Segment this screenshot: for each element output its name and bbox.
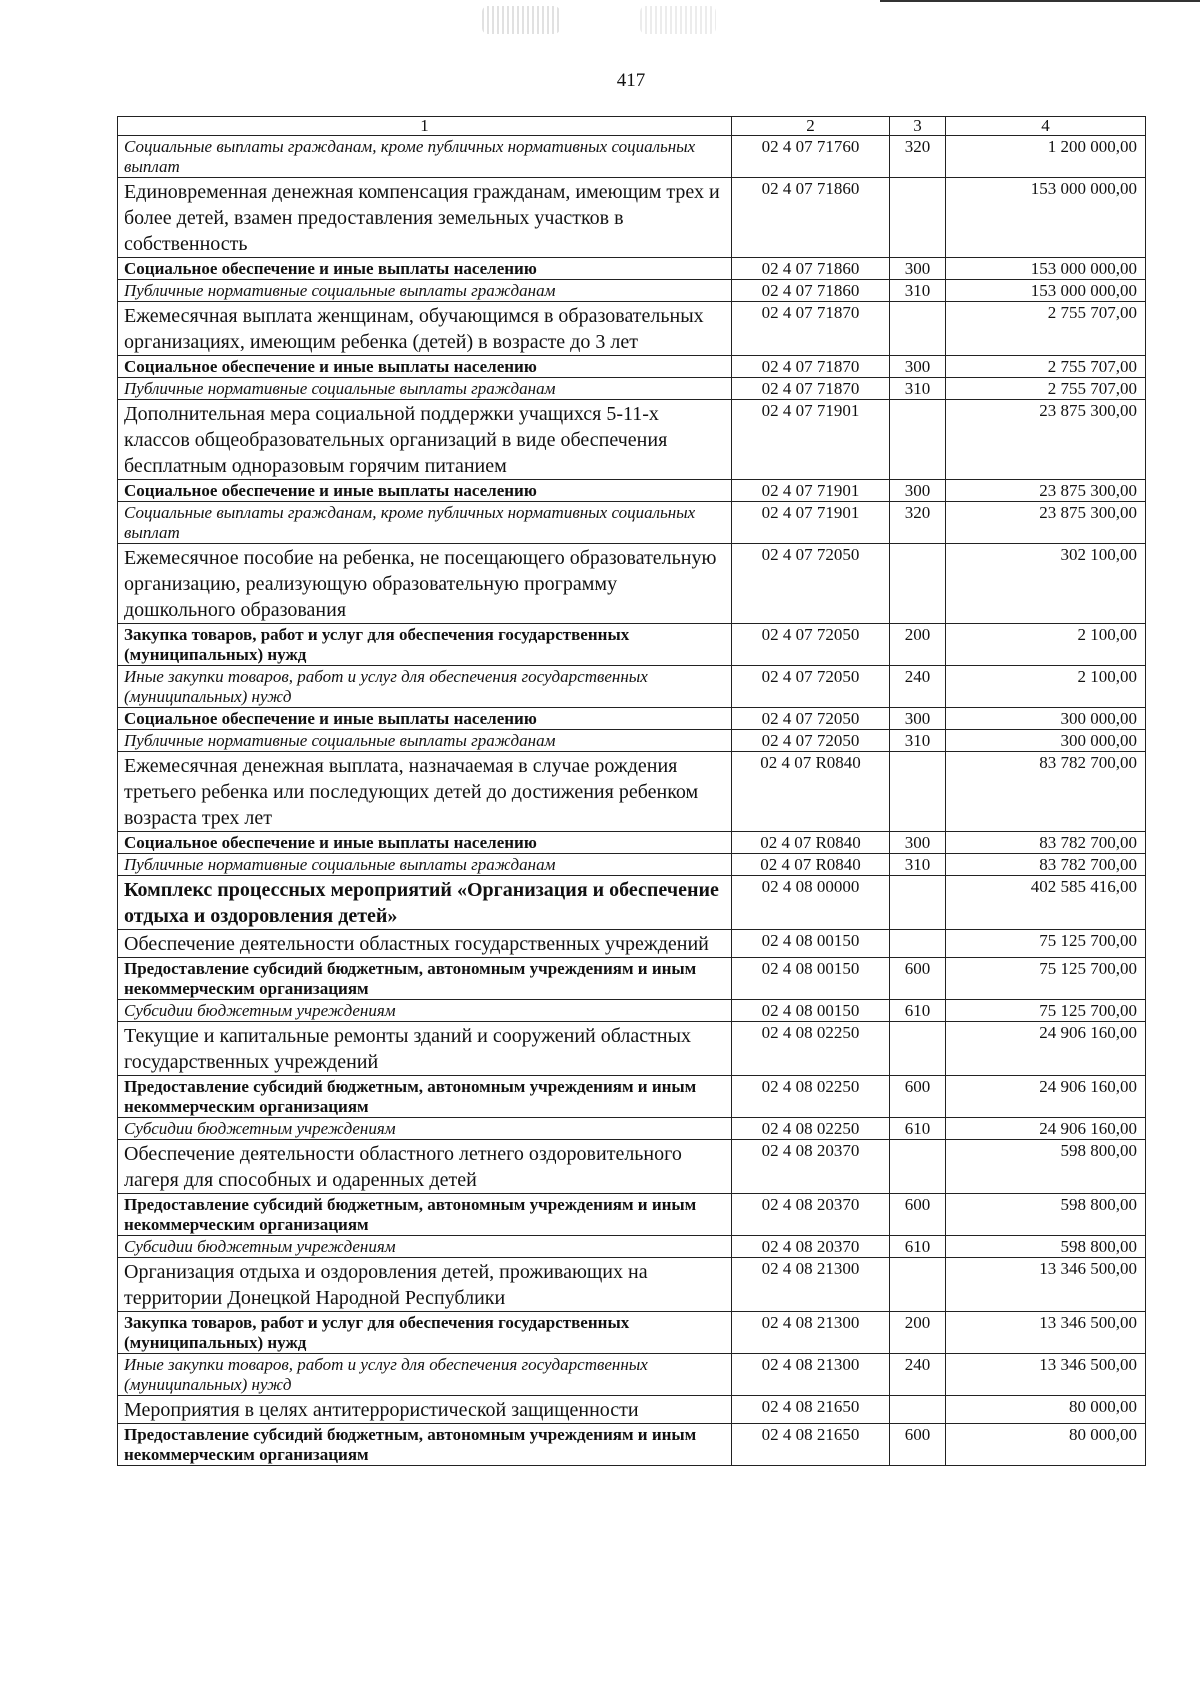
column-header: 1 — [118, 117, 732, 136]
row-code: 02 4 07 71870 — [732, 302, 890, 356]
row-name: Закупка товаров, работ и услуг для обеспечения государственных (муниципальных) нужд — [118, 624, 732, 666]
row-code: 02 4 08 00150 — [732, 930, 890, 958]
row-code: 02 4 07 71901 — [732, 480, 890, 502]
row-name: Субсидии бюджетным учреждениям — [118, 1236, 732, 1258]
table-row — [118, 854, 1146, 876]
scan-edge-line — [880, 0, 1200, 2]
row-amount: 2 100,00 — [946, 666, 1146, 708]
row-name: Иные закупки товаров, работ и услуг для обеспечения государственных (муниципальных) нужд — [118, 666, 732, 708]
row-expense-type — [890, 1140, 946, 1194]
table-row — [118, 136, 1146, 178]
table-row — [118, 378, 1146, 400]
row-expense-type: 300 — [890, 258, 946, 280]
row-amount: 80 000,00 — [946, 1396, 1146, 1424]
row-expense-type — [890, 1022, 946, 1076]
row-amount: 23 875 300,00 — [946, 480, 1146, 502]
table-row — [118, 1000, 1146, 1022]
row-expense-type: 610 — [890, 1000, 946, 1022]
row-name: Социальное обеспечение и иные выплаты населению — [118, 356, 732, 378]
row-amount: 75 125 700,00 — [946, 1000, 1146, 1022]
row-expense-type: 600 — [890, 958, 946, 1000]
row-code: 02 4 07 71901 — [732, 502, 890, 544]
row-expense-type: 610 — [890, 1236, 946, 1258]
table-row — [118, 752, 1146, 832]
table-row — [118, 958, 1146, 1000]
row-expense-type: 310 — [890, 378, 946, 400]
row-code: 02 4 07 R0840 — [732, 752, 890, 832]
table-row — [118, 708, 1146, 730]
row-amount: 80 000,00 — [946, 1424, 1146, 1466]
row-expense-type — [890, 178, 946, 258]
table-row — [118, 832, 1146, 854]
row-expense-type — [890, 930, 946, 958]
row-name: Ежемесячная денежная выплата, назначаемая в случае рождения третьего ребенка или последующих детей до достижения ребенком возраста трех лет — [118, 752, 732, 832]
row-name: Социальные выплаты гражданам, кроме публичных нормативных социальных выплат — [118, 136, 732, 178]
row-code: 02 4 07 71901 — [732, 400, 890, 480]
table-row — [118, 178, 1146, 258]
row-amount: 2 755 707,00 — [946, 356, 1146, 378]
row-expense-type: 600 — [890, 1076, 946, 1118]
row-amount: 598 800,00 — [946, 1236, 1146, 1258]
table-row — [118, 480, 1146, 502]
row-amount: 300 000,00 — [946, 730, 1146, 752]
table-row — [118, 1118, 1146, 1140]
table-row — [118, 930, 1146, 958]
row-expense-type — [890, 400, 946, 480]
row-code: 02 4 08 21300 — [732, 1354, 890, 1396]
row-name: Единовременная денежная компенсация гражданам, имеющим трех и более детей, взамен предоставления земельных участков в собственность — [118, 178, 732, 258]
row-name: Предоставление субсидий бюджетным, автономным учреждениям и иным некоммерческим организациям — [118, 1076, 732, 1118]
table-row — [118, 1354, 1146, 1396]
row-name: Комплекс процессных мероприятий «Организация и обеспечение отдыха и оздоровления детей» — [118, 876, 732, 930]
row-name: Социальное обеспечение и иные выплаты населению — [118, 480, 732, 502]
row-amount: 2 100,00 — [946, 624, 1146, 666]
row-code: 02 4 07 72050 — [732, 666, 890, 708]
row-name: Социальные выплаты гражданам, кроме публичных нормативных социальных выплат — [118, 502, 732, 544]
row-expense-type: 300 — [890, 480, 946, 502]
row-name: Закупка товаров, работ и услуг для обеспечения государственных (муниципальных) нужд — [118, 1312, 732, 1354]
table-row — [118, 356, 1146, 378]
table-row — [118, 1022, 1146, 1076]
row-expense-type: 200 — [890, 624, 946, 666]
row-expense-type: 240 — [890, 666, 946, 708]
row-expense-type — [890, 302, 946, 356]
row-amount: 75 125 700,00 — [946, 958, 1146, 1000]
table-row — [118, 1140, 1146, 1194]
page-number: 417 — [616, 70, 646, 91]
row-name: Публичные нормативные социальные выплаты гражданам — [118, 730, 732, 752]
row-amount: 1 200 000,00 — [946, 136, 1146, 178]
row-code: 02 4 07 72050 — [732, 730, 890, 752]
budget-table-body — [118, 117, 1146, 1466]
row-expense-type: 310 — [890, 854, 946, 876]
row-expense-type — [890, 1258, 946, 1312]
row-code: 02 4 07 R0840 — [732, 832, 890, 854]
column-header: 4 — [946, 117, 1146, 136]
row-code: 02 4 08 20370 — [732, 1140, 890, 1194]
row-amount: 83 782 700,00 — [946, 854, 1146, 876]
row-amount: 300 000,00 — [946, 708, 1146, 730]
row-name: Ежемесячное пособие на ребенка, не посещающего образовательную организацию, реализующую образовательную программу дошкольного образования — [118, 544, 732, 624]
row-name: Предоставление субсидий бюджетным, автономным учреждениям и иным некоммерческим организациям — [118, 958, 732, 1000]
row-name: Текущие и капитальные ремонты зданий и сооружений областных государственных учреждений — [118, 1022, 732, 1076]
row-expense-type: 320 — [890, 136, 946, 178]
row-code: 02 4 08 21300 — [732, 1258, 890, 1312]
row-expense-type: 300 — [890, 356, 946, 378]
row-code: 02 4 08 02250 — [732, 1022, 890, 1076]
table-row — [118, 876, 1146, 930]
row-expense-type: 300 — [890, 832, 946, 854]
row-amount: 83 782 700,00 — [946, 832, 1146, 854]
row-name: Обеспечение деятельности областных государственных учреждений — [118, 930, 732, 958]
row-amount: 24 906 160,00 — [946, 1076, 1146, 1118]
table-row — [118, 1424, 1146, 1466]
row-name: Социальное обеспечение и иные выплаты населению — [118, 832, 732, 854]
row-name: Социальное обеспечение и иные выплаты населению — [118, 258, 732, 280]
table-row — [118, 1076, 1146, 1118]
row-name: Мероприятия в целях антитеррористической защищенности — [118, 1396, 732, 1424]
row-expense-type: 600 — [890, 1424, 946, 1466]
row-code: 02 4 08 02250 — [732, 1076, 890, 1118]
row-name: Дополнительная мера социальной поддержки учащихся 5-11-х классов общеобразовательных организаций в виде обеспечения бесплатным одноразовым горячим питанием — [118, 400, 732, 480]
row-name: Публичные нормативные социальные выплаты гражданам — [118, 378, 732, 400]
row-expense-type — [890, 1396, 946, 1424]
row-name: Предоставление субсидий бюджетным, автономным учреждениям и иным некоммерческим организациям — [118, 1424, 732, 1466]
row-code: 02 4 08 21650 — [732, 1424, 890, 1466]
column-header: 3 — [890, 117, 946, 136]
row-code: 02 4 08 00150 — [732, 958, 890, 1000]
table-row — [118, 502, 1146, 544]
table-row — [118, 666, 1146, 708]
row-amount: 2 755 707,00 — [946, 378, 1146, 400]
table-header-row — [118, 117, 1146, 136]
row-name: Организация отдыха и оздоровления детей, проживающих на территории Донецкой Народной Республики — [118, 1258, 732, 1312]
row-amount: 24 906 160,00 — [946, 1022, 1146, 1076]
row-code: 02 4 07 71860 — [732, 178, 890, 258]
row-code: 02 4 07 71870 — [732, 378, 890, 400]
table-row — [118, 400, 1146, 480]
row-expense-type — [890, 752, 946, 832]
row-code: 02 4 08 21650 — [732, 1396, 890, 1424]
row-amount: 402 585 416,00 — [946, 876, 1146, 930]
table-row — [118, 302, 1146, 356]
row-amount: 598 800,00 — [946, 1140, 1146, 1194]
row-name: Предоставление субсидий бюджетным, автономным учреждениям и иным некоммерческим организациям — [118, 1194, 732, 1236]
row-amount: 598 800,00 — [946, 1194, 1146, 1236]
table-row — [118, 258, 1146, 280]
budget-table — [117, 116, 1146, 1466]
row-code: 02 4 07 72050 — [732, 624, 890, 666]
row-code: 02 4 07 71870 — [732, 356, 890, 378]
table-row — [118, 1396, 1146, 1424]
table-row — [118, 1258, 1146, 1312]
row-expense-type: 610 — [890, 1118, 946, 1140]
row-name: Субсидии бюджетным учреждениям — [118, 1000, 732, 1022]
row-name: Ежемесячная выплата женщинам, обучающимся в образовательных организациях, имеющим ребенка (детей) в возрасте до 3 лет — [118, 302, 732, 356]
table-row — [118, 544, 1146, 624]
table-row — [118, 1236, 1146, 1258]
row-name: Субсидии бюджетным учреждениям — [118, 1118, 732, 1140]
row-expense-type: 240 — [890, 1354, 946, 1396]
row-code: 02 4 08 00150 — [732, 1000, 890, 1022]
row-code: 02 4 08 20370 — [732, 1194, 890, 1236]
row-expense-type — [890, 876, 946, 930]
column-header: 2 — [732, 117, 890, 136]
row-amount: 153 000 000,00 — [946, 178, 1146, 258]
row-amount: 302 100,00 — [946, 544, 1146, 624]
table-row — [118, 1194, 1146, 1236]
row-code: 02 4 07 72050 — [732, 708, 890, 730]
row-code: 02 4 08 21300 — [732, 1312, 890, 1354]
row-code: 02 4 07 72050 — [732, 544, 890, 624]
row-amount: 13 346 500,00 — [946, 1312, 1146, 1354]
row-code: 02 4 08 00000 — [732, 876, 890, 930]
row-code: 02 4 08 02250 — [732, 1118, 890, 1140]
row-amount: 24 906 160,00 — [946, 1118, 1146, 1140]
row-amount: 23 875 300,00 — [946, 502, 1146, 544]
row-amount: 2 755 707,00 — [946, 302, 1146, 356]
row-amount: 23 875 300,00 — [946, 400, 1146, 480]
row-name: Иные закупки товаров, работ и услуг для обеспечения государственных (муниципальных) нужд — [118, 1354, 732, 1396]
row-code: 02 4 07 71860 — [732, 258, 890, 280]
row-name: Публичные нормативные социальные выплаты гражданам — [118, 854, 732, 876]
row-amount: 153 000 000,00 — [946, 280, 1146, 302]
row-amount: 153 000 000,00 — [946, 258, 1146, 280]
row-amount: 13 346 500,00 — [946, 1258, 1146, 1312]
table-row — [118, 1312, 1146, 1354]
row-code: 02 4 07 71860 — [732, 280, 890, 302]
row-name: Публичные нормативные социальные выплаты гражданам — [118, 280, 732, 302]
row-expense-type: 310 — [890, 730, 946, 752]
row-expense-type: 200 — [890, 1312, 946, 1354]
row-name: Обеспечение деятельности областного летнего оздоровительного лагеря для способных и одаренных детей — [118, 1140, 732, 1194]
scan-stamp-mark — [482, 6, 560, 34]
row-expense-type: 320 — [890, 502, 946, 544]
row-amount: 83 782 700,00 — [946, 752, 1146, 832]
row-name: Социальное обеспечение и иные выплаты населению — [118, 708, 732, 730]
row-expense-type — [890, 544, 946, 624]
row-code: 02 4 07 71760 — [732, 136, 890, 178]
table-row — [118, 280, 1146, 302]
scan-stamp-mark — [640, 6, 716, 34]
table-row — [118, 730, 1146, 752]
row-expense-type: 310 — [890, 280, 946, 302]
row-amount: 13 346 500,00 — [946, 1354, 1146, 1396]
row-expense-type: 600 — [890, 1194, 946, 1236]
row-code: 02 4 08 20370 — [732, 1236, 890, 1258]
row-code: 02 4 07 R0840 — [732, 854, 890, 876]
table-row — [118, 624, 1146, 666]
row-expense-type: 300 — [890, 708, 946, 730]
row-amount: 75 125 700,00 — [946, 930, 1146, 958]
